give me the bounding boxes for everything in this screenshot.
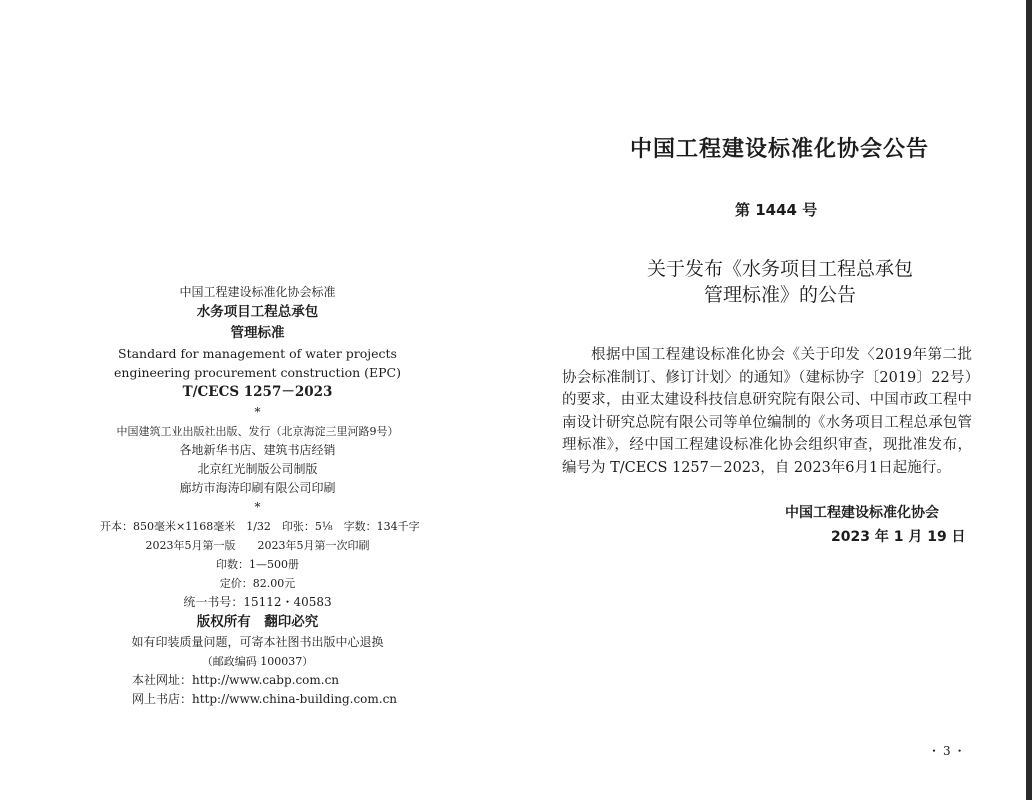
copyright-block: [100, 283, 420, 709]
website-line: 本社网址：http://www.cabp.com.cn: [132, 673, 340, 687]
page-number: ・3・: [928, 744, 969, 758]
print-run-line: 印数：1—500册: [216, 558, 299, 571]
english-title-line2: engineering procurement construction (EPC): [114, 365, 401, 380]
postcode-line: （邮政编码 100037）: [201, 655, 314, 668]
rights-line: 版权所有 翻印必究: [196, 614, 319, 630]
publisher-line: 中国建筑工业出版社出版、发行（北京海淀三里河路9号）: [116, 425, 399, 438]
edition-line: 2023年5月第一版 2023年5月第一次印刷: [145, 539, 370, 552]
standard-code: T/CECS 1257－2023: [182, 384, 333, 400]
announcement-subject: [615, 256, 945, 308]
english-title-line1: Standard for management of water projects: [118, 346, 397, 361]
announcement-subject-line1: 关于发布《水务项目工程总承包: [646, 258, 913, 280]
announcement-issuer: 中国工程建设标准化协会: [785, 505, 939, 521]
series-name: 中国工程建设标准化协会标准: [179, 285, 336, 299]
separator-star: *: [254, 500, 261, 514]
standard-title-line1: 水务项目工程总承包: [196, 304, 319, 320]
printer-line: 廊坊市海涛印刷有限公司印刷: [179, 481, 336, 495]
book-number-line: 统一书号：15112・40583: [183, 595, 332, 609]
separator-star: *: [254, 405, 261, 419]
format-line: 开本：850毫米×1168毫米 1/32 印张：5⅛ 字数：134千字: [100, 520, 420, 533]
announcement-page: [515, 0, 1032, 800]
quality-notice-line: 如有印装质量问题，可寄本社图书出版中心退换: [131, 635, 384, 649]
standard-title-line2: 管理标准: [230, 325, 285, 341]
announcement-subject-line2: 管理标准》的公告: [703, 284, 856, 306]
announcement-body: 根据中国工程建设标准化协会《关于印发〈2019年第二批协会标准制订、修订计划〉的通知》（建标协字〔2019〕22号）的要求，由亚太建设科技信息研究院有限公司、中国市政工程中南设计研究总院有限公司等单位编制的《水务项目工程总承包管理标准》，经中国工程建设标准化协会组织审查，现批准发布，编号为 T/CECS 1257－2023，自 2023年6月1日起施行。: [562, 347, 972, 476]
announcement-date: 2023 年 1 月 19 日: [831, 529, 966, 545]
price-line: 定价：82.00元: [219, 577, 296, 590]
announcement-number: 第 1444 号: [735, 201, 818, 219]
scan-edge-shadow: [1026, 0, 1032, 800]
announcement-title: 中国工程建设标准化协会公告: [630, 137, 930, 162]
distributor-line: 各地新华书店、建筑书店经销: [179, 443, 336, 457]
bookstore-line: 网上书店：http://www.china-building.com.cn: [132, 692, 398, 706]
plate-maker-line: 北京红光制版公司制版: [197, 462, 318, 476]
copyright-page: [0, 0, 515, 800]
